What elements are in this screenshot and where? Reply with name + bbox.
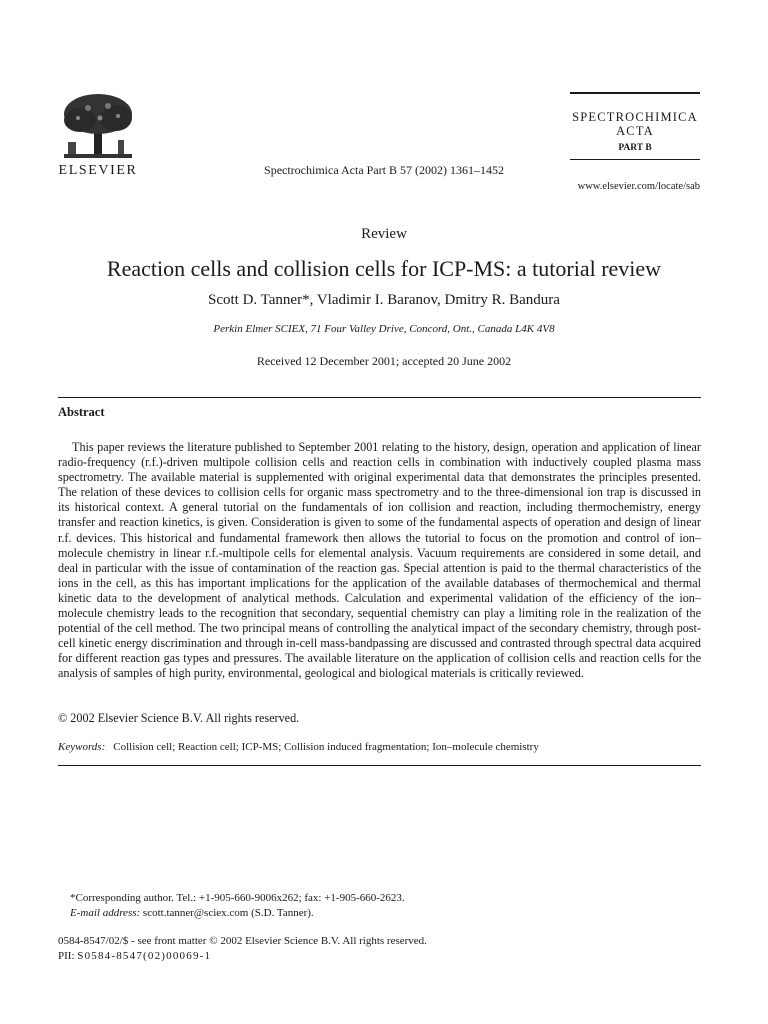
journal-masthead [570, 92, 700, 160]
masthead-bottom-rule [570, 159, 700, 160]
email-label: E-mail address: [70, 907, 141, 919]
journal-reference: Spectrochimica Acta Part B 57 (2002) 1361–1452 [264, 163, 504, 177]
abstract-top-rule [58, 397, 701, 398]
front-matter-line: 0584-8547/02/$ - see front matter © 2002 Elsevier Science B.V. All rights reserved. [58, 935, 427, 947]
publisher-name: ELSEVIER [58, 163, 138, 178]
abstract-heading: Abstract [58, 405, 105, 419]
masthead-part: PART B [618, 143, 652, 153]
abstract-paragraph: This paper reviews the literature published to September 2001 relating to the history, design, operation and application of linear radio-frequency (r.f.)-driven multipole collision cells and reaction cells in combination with inductively coupled plasma mass spectrometry. The available material is supplemented with original experimental data that demonstrates the principles presented. The relation of these devices to collision cells for organic mass spectrometry and to the three-dimensional ion trap is discussed in its historical context. A general tutorial on the fundamentals of ion collision and reaction, including thermochemistry, energy transfer and reaction kinetics, is given. Consideration is given to some of the fundamental aspects of operation and design of linear r.f. devices. This historical and fundamental framework then allows the tutorial to focus on the promotion and control of ion–molecule chemistry in linear r.f.-multipole cells for elemental analysis. Vacuum requirements are considered in some detail, and deal in particular with the issue of contamination of the reaction gas. Special attention is paid to the thermal characteristics of the ions in the cell, as this has important implications for the application of the available databases of thermochemical and thermal kinetic data to the development of analytical methods. Calculation and experimental validation of the efficiency of the ion–molecule chemistry leads to the recognition that secondary, sequential chemistry can play a limiting role in the realization of the potential of the cell method. The two principal means of controlling the analytical impact of the secondary chemistry, through post-cell kinetic energy discrimination and through in-cell mass-bandpassing are discussed and contrasted through spectral data acquired for different reaction gas types and pressures. The available literature on the application of collision cells and reaction cells for the analysis of samples of high purity, environmental, geological and biological materials is critically reviewed. [58, 440, 701, 681]
abstract-text [58, 440, 701, 682]
masthead-title: SPECTROCHIMICA [572, 110, 698, 124]
masthead-top-rule [570, 92, 700, 94]
pii-label: PII: [58, 950, 75, 962]
paper-title: Reaction cells and collision cells for ICP-MS: a tutorial review [106, 256, 662, 281]
copyright-notice: © 2002 Elsevier Science B.V. All rights reserved. [58, 711, 300, 725]
email-footnote [70, 907, 314, 919]
email-address-link[interactable]: scott.tanner@sciex.com (S.D. Tanner). [142, 907, 314, 919]
corresponding-author-footnote: *Corresponding author. Tel.: +1-905-660-9006x262; fax: +1-905-660-2623. [70, 892, 405, 904]
pii-line [58, 950, 211, 962]
keywords-label: Keywords: [58, 741, 106, 753]
keywords-value: Collision cell; Reaction cell; ICP-MS; Collision induced fragmentation; Ion–molecule chemistry [113, 741, 539, 753]
pii-value: S0584-8547(02)00069-1 [77, 950, 212, 962]
journal-url-link[interactable]: www.elsevier.com/locate/sab [577, 181, 700, 192]
author-list: Scott D. Tanner*, Vladimir I. Baranov, Dmitry R. Bandura [208, 292, 560, 308]
keywords [58, 741, 539, 753]
received-dates: Received 12 December 2001; accepted 20 June 2002 [256, 354, 512, 368]
keywords-bottom-rule [58, 765, 701, 766]
masthead-subtitle: ACTA [616, 124, 654, 138]
article-type: Review [361, 226, 407, 242]
author-affiliation: Perkin Elmer SCIEX, 71 Four Valley Drive, Concord, Ont., Canada L4K 4V8 [213, 323, 555, 335]
